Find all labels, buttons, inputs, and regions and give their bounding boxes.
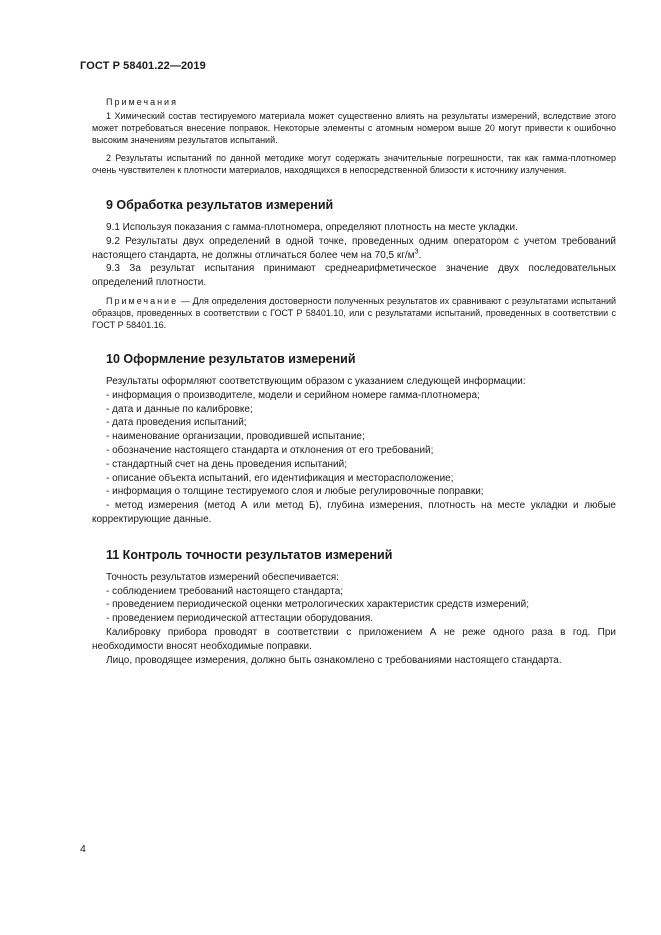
list-item: - проведением периодической аттестации оборудования. (106, 613, 374, 625)
list-item: - стандартный счет на день проведения испытаний; (106, 458, 347, 470)
section-10-title: 10 Оформление результатов измерений (106, 351, 356, 366)
page-content (92, 96, 616, 667)
section-9-p2-end: . (418, 249, 422, 261)
notes-block (92, 96, 616, 176)
note-item: 2 Результаты испытаний по данной методике могут содержать значительные погрешности, так как гамма-плотномер очень чувствителен к плотности материалов, находящихся в непосредственной близости к источнику излучения. (92, 153, 616, 175)
section-9-title: 9 Обработка результатов измерений (106, 198, 334, 212)
note-label: Примечание (106, 295, 179, 306)
section-9-paragraph-1: 9.1 Используя показания с гамма-плотномера, определяют плотность на месте укладки. (106, 222, 518, 233)
list-item: - дата проведения испытаний; (106, 417, 247, 429)
section-9-note (92, 295, 616, 331)
section-11-paragraph-2: Лицо, проводящее измерения, должно быть ознакомлено с требованиями настоящего стандарта. (106, 654, 562, 666)
list-item: - информация о производителе, модели и серийном номере гамма-плотномера; (106, 389, 480, 401)
list-item: - наименование организации, проводившей испытание; (106, 431, 365, 443)
note-text: — Для определения достоверности полученных результатов их сравнивают с результатами испытаний образцов, проведенных в соответствии с ГОСТ Р 58401.10, или с результатами испытаний, проведенных в соответствии с ГОСТ Р 58401.16. (92, 295, 616, 330)
document-id: ГОСТ Р 58401.22—2019 (80, 60, 206, 72)
section-9-paragraph-2 (92, 235, 616, 263)
superscript: 3 (414, 248, 419, 256)
list-item: - соблюдением требований настоящего стандарта; (106, 585, 344, 597)
list-item: - проведением периодической оценки метрологических характеристик средств измерений; (106, 599, 529, 611)
notes-title: Примечания (106, 97, 178, 107)
list-item: - описание объекта испытаний, его идентификация и месторасположение; (106, 472, 454, 484)
section-9-paragraph-3: 9.3 За результат испытания принимают среднеарифметическое значение двух последовательных определений плотности. (92, 263, 616, 289)
page-number: 4 (80, 843, 86, 855)
list-item: - обозначение настоящего стандарта и отклонения от его требований; (106, 444, 434, 456)
list-item: - дата и данные по калибровке; (106, 403, 253, 415)
list-item: - метод измерения (метод А или метод Б), глубина измерения, плотность на месте укладки и любые корректирующие данные. (92, 500, 616, 525)
section-10-intro: Результаты оформляют соответствующим образом с указанием следующей информации: (106, 375, 526, 387)
section-11-paragraph-1: Калибровку прибора проводят в соответствии с приложением А не реже одного раза в год. При необходимости вносят необходимые поправки. (92, 626, 616, 652)
note-item: 1 Химический состав тестируемого материала может существенно влиять на результаты измерений, вследствие этого может потребоваться внесение поправок. Некоторые элементы с атомным номером выше 20 могут привести к ошибочно высоким значениям результатов испытаний. (92, 111, 616, 145)
section-11-intro: Точность результатов измерений обеспечивается: (106, 571, 339, 583)
section-11-title: 11 Контроль точности результатов измерений (106, 547, 393, 562)
list-item: - информация о толщине тестируемого слоя и любые регулировочные поправки; (106, 486, 484, 498)
section-9-p2-text: 9.2 Результаты двух определений в одной точке, проведенных одним оператором с учетом требований настоящего стандарта, не должны отличаться более чем на 70,5 кг/м (92, 235, 616, 261)
